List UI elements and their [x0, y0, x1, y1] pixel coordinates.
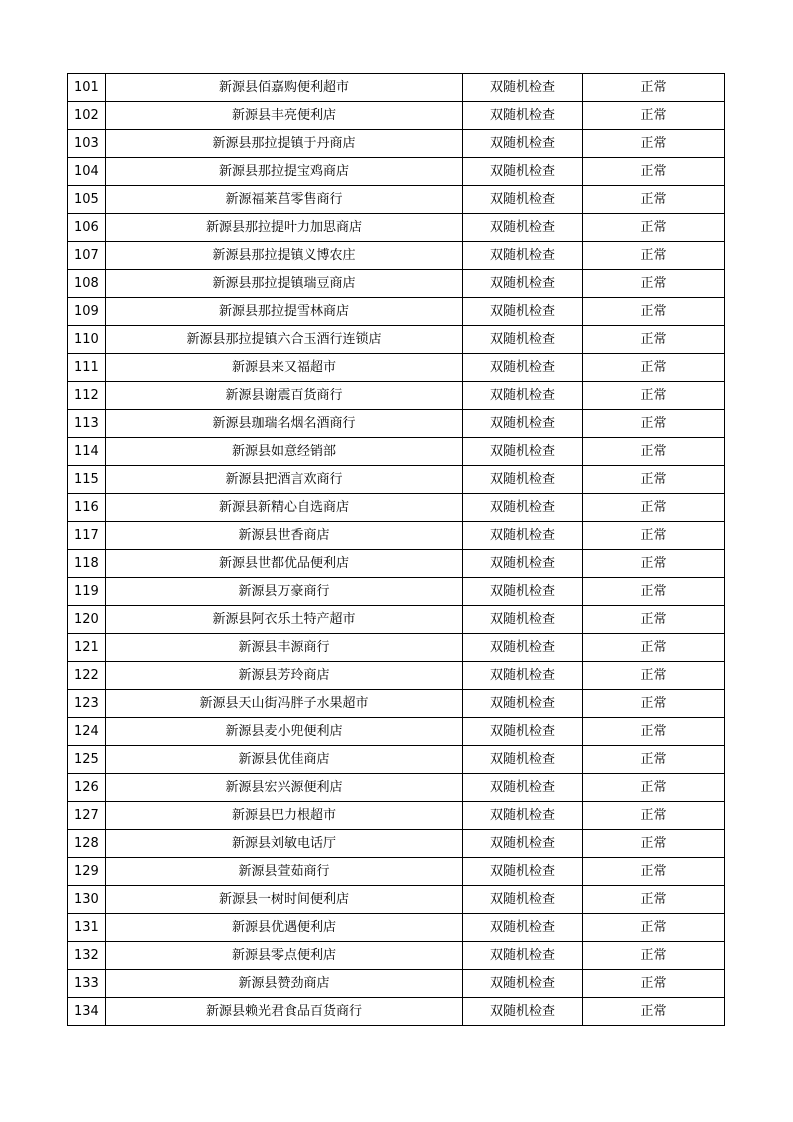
row-number-cell: 131 — [68, 914, 106, 942]
table-row — [68, 242, 725, 270]
inspection-result-cell: 正常 — [583, 774, 725, 802]
inspection-type-cell: 双随机检查 — [463, 298, 583, 326]
table-row — [68, 214, 725, 242]
row-number-cell: 130 — [68, 886, 106, 914]
inspection-result-cell: 正常 — [583, 186, 725, 214]
inspection-type-cell: 双随机检查 — [463, 970, 583, 998]
row-number-cell: 113 — [68, 410, 106, 438]
inspection-result-cell: 正常 — [583, 970, 725, 998]
row-number-cell: 133 — [68, 970, 106, 998]
row-number-cell: 102 — [68, 102, 106, 130]
table-row — [68, 158, 725, 186]
row-number-cell: 114 — [68, 438, 106, 466]
row-number-cell: 120 — [68, 606, 106, 634]
row-number-cell: 119 — [68, 578, 106, 606]
inspection-type-cell: 双随机检查 — [463, 438, 583, 466]
table-row — [68, 326, 725, 354]
inspection-result-cell: 正常 — [583, 158, 725, 186]
table-row — [68, 410, 725, 438]
inspection-table-body — [68, 74, 725, 1026]
store-name-cell: 新源县那拉提镇六合玉酒行连锁店 — [106, 326, 463, 354]
table-row — [68, 578, 725, 606]
table-row — [68, 74, 725, 102]
inspection-result-cell: 正常 — [583, 746, 725, 774]
store-name-cell: 新源县如意经销部 — [106, 438, 463, 466]
store-name-cell: 新源县那拉提宝鸡商店 — [106, 158, 463, 186]
row-number-cell: 129 — [68, 858, 106, 886]
inspection-result-cell: 正常 — [583, 690, 725, 718]
inspection-result-cell: 正常 — [583, 130, 725, 158]
inspection-type-cell: 双随机检查 — [463, 326, 583, 354]
inspection-type-cell: 双随机检查 — [463, 522, 583, 550]
row-number-cell: 108 — [68, 270, 106, 298]
store-name-cell: 新源县那拉提镇于丹商店 — [106, 130, 463, 158]
table-row — [68, 970, 725, 998]
store-name-cell: 新源县那拉提雪林商店 — [106, 298, 463, 326]
inspection-result-cell: 正常 — [583, 438, 725, 466]
store-name-cell: 新源县世香商店 — [106, 522, 463, 550]
table-row — [68, 662, 725, 690]
inspection-result-cell: 正常 — [583, 606, 725, 634]
inspection-result-cell: 正常 — [583, 998, 725, 1026]
inspection-type-cell: 双随机检查 — [463, 914, 583, 942]
table-row — [68, 718, 725, 746]
inspection-result-cell: 正常 — [583, 550, 725, 578]
table-row — [68, 354, 725, 382]
table-row — [68, 746, 725, 774]
inspection-type-cell: 双随机检查 — [463, 410, 583, 438]
row-number-cell: 117 — [68, 522, 106, 550]
inspection-result-cell: 正常 — [583, 914, 725, 942]
row-number-cell: 122 — [68, 662, 106, 690]
inspection-type-cell: 双随机检查 — [463, 858, 583, 886]
store-name-cell: 新源县把酒言欢商行 — [106, 466, 463, 494]
row-number-cell: 104 — [68, 158, 106, 186]
row-number-cell: 134 — [68, 998, 106, 1026]
store-name-cell: 新源县优佳商店 — [106, 746, 463, 774]
inspection-type-cell: 双随机检查 — [463, 102, 583, 130]
store-name-cell: 新源县赞劲商店 — [106, 970, 463, 998]
store-name-cell: 新源县芳玲商店 — [106, 662, 463, 690]
store-name-cell: 新源县刘敏电话厅 — [106, 830, 463, 858]
store-name-cell: 新源县萱茹商行 — [106, 858, 463, 886]
inspection-type-cell: 双随机检查 — [463, 662, 583, 690]
inspection-result-cell: 正常 — [583, 270, 725, 298]
inspection-result-cell: 正常 — [583, 410, 725, 438]
table-row — [68, 494, 725, 522]
table-row — [68, 886, 725, 914]
row-number-cell: 106 — [68, 214, 106, 242]
store-name-cell: 新源县麦小兜便利店 — [106, 718, 463, 746]
table-row — [68, 942, 725, 970]
inspection-result-cell: 正常 — [583, 886, 725, 914]
row-number-cell: 124 — [68, 718, 106, 746]
row-number-cell: 110 — [68, 326, 106, 354]
store-name-cell: 新源县新精心自选商店 — [106, 494, 463, 522]
inspection-result-cell: 正常 — [583, 662, 725, 690]
table-row — [68, 522, 725, 550]
inspection-type-cell: 双随机检查 — [463, 354, 583, 382]
row-number-cell: 121 — [68, 634, 106, 662]
inspection-type-cell: 双随机检查 — [463, 746, 583, 774]
row-number-cell: 126 — [68, 774, 106, 802]
inspection-type-cell: 双随机检查 — [463, 214, 583, 242]
inspection-result-cell: 正常 — [583, 354, 725, 382]
store-name-cell: 新源县巴力根超市 — [106, 802, 463, 830]
row-number-cell: 118 — [68, 550, 106, 578]
table-row — [68, 102, 725, 130]
inspection-result-cell: 正常 — [583, 298, 725, 326]
inspection-type-cell: 双随机检查 — [463, 802, 583, 830]
inspection-result-cell: 正常 — [583, 578, 725, 606]
row-number-cell: 116 — [68, 494, 106, 522]
row-number-cell: 115 — [68, 466, 106, 494]
inspection-type-cell: 双随机检查 — [463, 242, 583, 270]
store-name-cell: 新源县万豪商行 — [106, 578, 463, 606]
store-name-cell: 新源县天山街冯胖子水果超市 — [106, 690, 463, 718]
inspection-type-cell: 双随机检查 — [463, 886, 583, 914]
inspection-result-cell: 正常 — [583, 830, 725, 858]
inspection-type-cell: 双随机检查 — [463, 830, 583, 858]
row-number-cell: 103 — [68, 130, 106, 158]
inspection-type-cell: 双随机检查 — [463, 578, 583, 606]
store-name-cell: 新源县丰源商行 — [106, 634, 463, 662]
table-row — [68, 830, 725, 858]
row-number-cell: 125 — [68, 746, 106, 774]
row-number-cell: 105 — [68, 186, 106, 214]
store-name-cell: 新源县赖光君食品百货商行 — [106, 998, 463, 1026]
inspection-result-cell: 正常 — [583, 466, 725, 494]
table-row — [68, 270, 725, 298]
row-number-cell: 111 — [68, 354, 106, 382]
store-name-cell: 新源县那拉提镇义博农庄 — [106, 242, 463, 270]
inspection-type-cell: 双随机检查 — [463, 382, 583, 410]
inspection-result-cell: 正常 — [583, 242, 725, 270]
inspection-result-cell: 正常 — [583, 942, 725, 970]
store-name-cell: 新源县阿衣乐土特产超市 — [106, 606, 463, 634]
row-number-cell: 128 — [68, 830, 106, 858]
store-name-cell: 新源县世都优品便利店 — [106, 550, 463, 578]
inspection-type-cell: 双随机检查 — [463, 550, 583, 578]
store-name-cell: 新源县宏兴源便利店 — [106, 774, 463, 802]
store-name-cell: 新源县珈瑞名烟名酒商行 — [106, 410, 463, 438]
row-number-cell: 107 — [68, 242, 106, 270]
store-name-cell: 新源县谢震百货商行 — [106, 382, 463, 410]
table-row — [68, 998, 725, 1026]
table-row — [68, 382, 725, 410]
inspection-type-cell: 双随机检查 — [463, 466, 583, 494]
inspection-type-cell: 双随机检查 — [463, 634, 583, 662]
inspection-result-cell: 正常 — [583, 494, 725, 522]
inspection-type-cell: 双随机检查 — [463, 130, 583, 158]
store-name-cell: 新源县来又福超市 — [106, 354, 463, 382]
table-row — [68, 466, 725, 494]
row-number-cell: 123 — [68, 690, 106, 718]
inspection-type-cell: 双随机检查 — [463, 158, 583, 186]
inspection-type-cell: 双随机检查 — [463, 942, 583, 970]
store-name-cell: 新源县那拉提镇瑞豆商店 — [106, 270, 463, 298]
inspection-result-cell: 正常 — [583, 74, 725, 102]
row-number-cell: 109 — [68, 298, 106, 326]
inspection-type-cell: 双随机检查 — [463, 494, 583, 522]
row-number-cell: 101 — [68, 74, 106, 102]
table-row — [68, 438, 725, 466]
table-row — [68, 186, 725, 214]
store-name-cell: 新源县一树时间便利店 — [106, 886, 463, 914]
table-row — [68, 914, 725, 942]
inspection-type-cell: 双随机检查 — [463, 270, 583, 298]
inspection-type-cell: 双随机检查 — [463, 774, 583, 802]
store-name-cell: 新源县零点便利店 — [106, 942, 463, 970]
row-number-cell: 127 — [68, 802, 106, 830]
inspection-result-cell: 正常 — [583, 718, 725, 746]
store-name-cell: 新源县佰嘉购便利超市 — [106, 74, 463, 102]
table-row — [68, 802, 725, 830]
inspection-type-cell: 双随机检查 — [463, 718, 583, 746]
inspection-type-cell: 双随机检查 — [463, 74, 583, 102]
inspection-result-cell: 正常 — [583, 858, 725, 886]
table-row — [68, 606, 725, 634]
inspection-result-cell: 正常 — [583, 802, 725, 830]
inspection-result-cell: 正常 — [583, 634, 725, 662]
table-row — [68, 858, 725, 886]
inspection-type-cell: 双随机检查 — [463, 690, 583, 718]
inspection-result-cell: 正常 — [583, 214, 725, 242]
table-row — [68, 130, 725, 158]
store-name-cell: 新源县优遇便利店 — [106, 914, 463, 942]
table-row — [68, 690, 725, 718]
row-number-cell: 112 — [68, 382, 106, 410]
store-name-cell: 新源福莱莒零售商行 — [106, 186, 463, 214]
table-row — [68, 298, 725, 326]
inspection-type-cell: 双随机检查 — [463, 606, 583, 634]
inspection-type-cell: 双随机检查 — [463, 186, 583, 214]
inspection-table — [67, 73, 725, 1026]
inspection-result-cell: 正常 — [583, 382, 725, 410]
row-number-cell: 132 — [68, 942, 106, 970]
inspection-result-cell: 正常 — [583, 326, 725, 354]
table-row — [68, 774, 725, 802]
inspection-result-cell: 正常 — [583, 102, 725, 130]
table-row — [68, 634, 725, 662]
inspection-type-cell: 双随机检查 — [463, 998, 583, 1026]
table-row — [68, 550, 725, 578]
inspection-result-cell: 正常 — [583, 522, 725, 550]
store-name-cell: 新源县那拉提叶力加思商店 — [106, 214, 463, 242]
store-name-cell: 新源县丰亮便利店 — [106, 102, 463, 130]
